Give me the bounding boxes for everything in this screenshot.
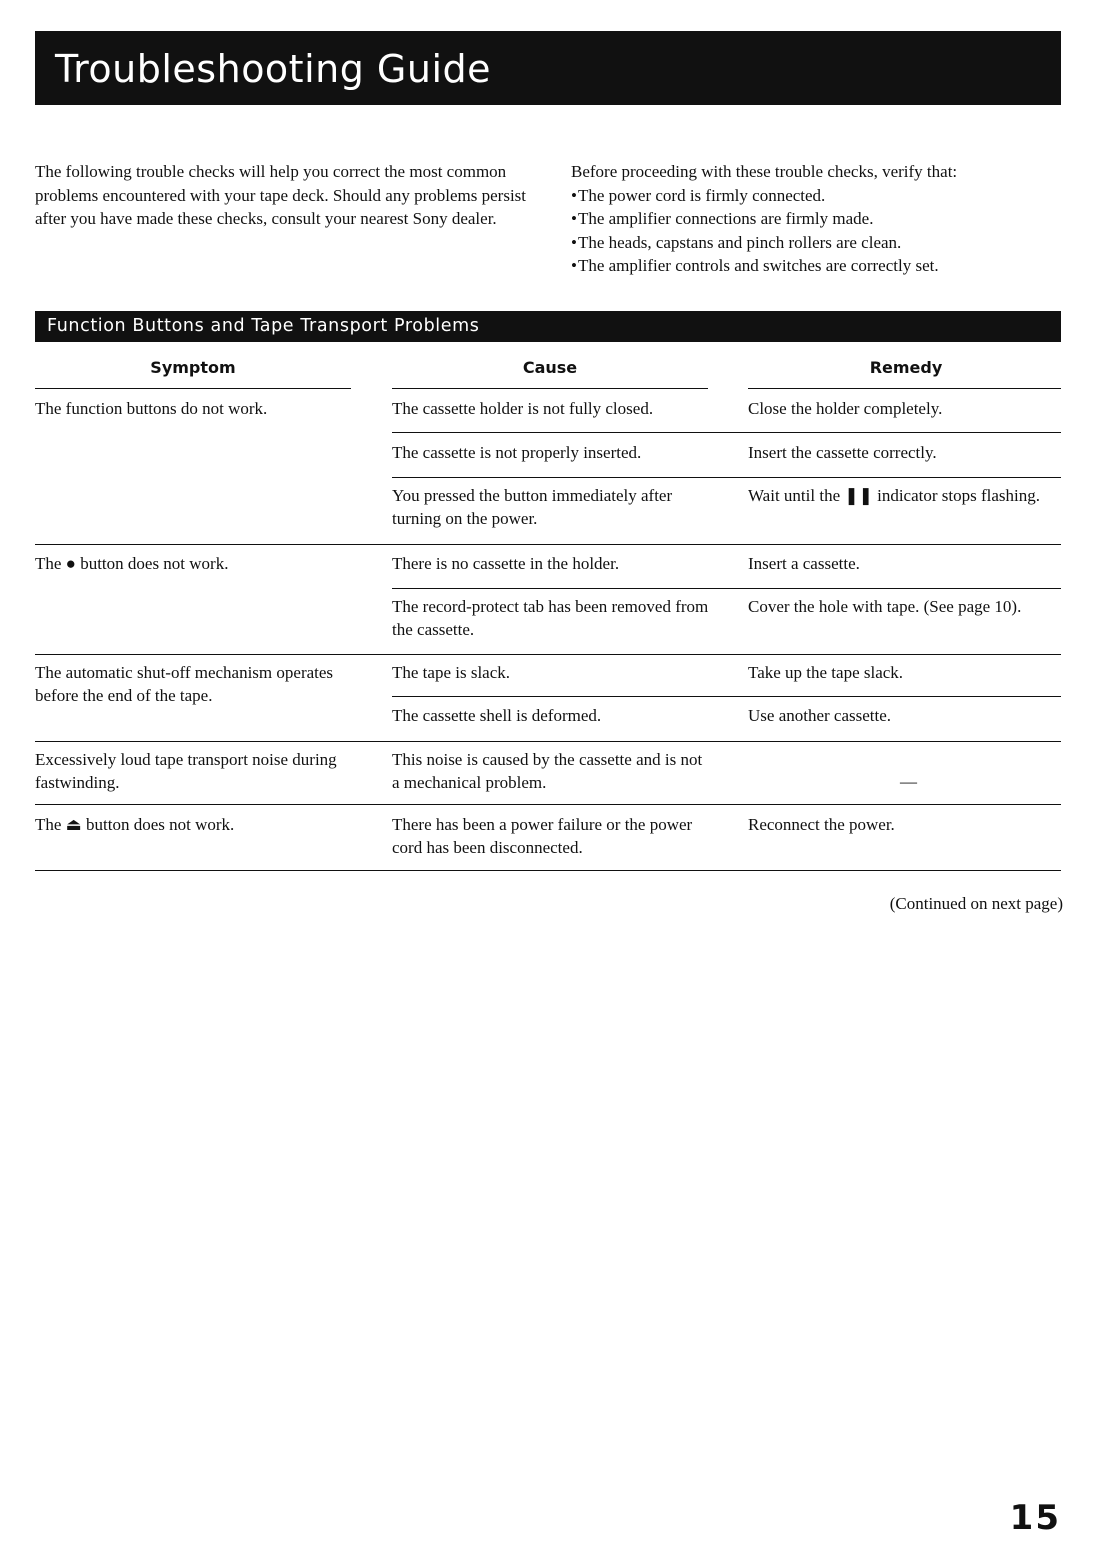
- column-header-symptom: Symptom: [150, 358, 236, 377]
- group-divider: [35, 741, 1061, 742]
- table-cell-remedy: Reconnect the power.: [748, 815, 895, 834]
- table-bottom-rule: [35, 870, 1061, 871]
- table-cell-remedy: Insert a cassette.: [748, 554, 860, 573]
- intro-text: The following trouble checks will help you correct the most common problems encountered with your tape deck. Should any problems persist after you have made these checks, consult your nearest Sony dealer.: [35, 162, 526, 228]
- table-cell-remedy: Take up the tape slack.: [748, 663, 904, 682]
- table-cell-cause: The record-protect tab has been removed from the cassette.: [392, 597, 709, 639]
- group-divider: [35, 804, 1061, 805]
- group-divider: [35, 544, 1061, 545]
- table-cell-remedy: —: [900, 772, 917, 791]
- row-divider: [392, 696, 1061, 697]
- group-divider: [35, 654, 1061, 655]
- page-title: Troubleshooting Guide: [55, 47, 492, 91]
- page-number: 15: [1009, 1498, 1061, 1530]
- checklist-item: • The power cord is firmly connected.: [571, 184, 1071, 208]
- table-cell-remedy: Cover the hole with tape. (See page 10).: [748, 597, 1022, 616]
- table-cell-symptom: The automatic shut-off mechanism operates before the end of the tape.: [35, 663, 334, 705]
- table-cell-remedy: Close the holder completely.: [748, 399, 943, 418]
- checklist: [571, 184, 1071, 278]
- table-cell-remedy: Wait until the ❚❚ indicator stops flashing.: [748, 486, 1040, 505]
- header-rule: [35, 388, 351, 389]
- header-rule: [392, 388, 708, 389]
- table-cell-cause: There has been a power failure or the power cord has been disconnected.: [392, 815, 693, 857]
- table-cell-symptom: The ⏏ button does not work.: [35, 815, 235, 834]
- table-cell-remedy: Insert the cassette correctly.: [748, 443, 937, 462]
- table-cell-cause: The tape is slack.: [392, 663, 511, 682]
- continued-note: (Continued on next page): [889, 894, 1063, 913]
- table-cell-symptom: The ● button does not work.: [35, 554, 229, 573]
- table-cell-cause: This noise is caused by the cassette and is not a mechanical problem.: [392, 750, 703, 792]
- section-bar: [35, 311, 1061, 342]
- checklist-lead: Before proceeding with these trouble checks, verify that:: [571, 162, 958, 181]
- column-header-remedy: Remedy: [869, 358, 943, 377]
- table-cell-cause: The cassette is not properly inserted.: [392, 443, 642, 462]
- table-cell-remedy: Use another cassette.: [748, 706, 892, 725]
- table-cell-cause: The cassette holder is not fully closed.: [392, 399, 654, 418]
- row-divider: [392, 477, 1061, 478]
- checklist-item: • The amplifier connections are firmly made.: [571, 207, 1071, 231]
- table-cell-symptom: Excessively loud tape transport noise during fastwinding.: [35, 750, 337, 792]
- table-cell-cause: You pressed the button immediately after turning on the power.: [392, 486, 673, 528]
- row-divider: [392, 588, 1061, 589]
- row-divider: [392, 432, 1061, 433]
- table-cell-symptom: The function buttons do not work.: [35, 399, 268, 418]
- title-bar: [35, 31, 1061, 105]
- table-cell-cause: The cassette shell is deformed.: [392, 706, 602, 725]
- table-cell-cause: There is no cassette in the holder.: [392, 554, 620, 573]
- checklist-item: • The amplifier controls and switches are correctly set.: [571, 254, 1071, 278]
- checklist-item: • The heads, capstans and pinch rollers are clean.: [571, 231, 1071, 255]
- section-title: Function Buttons and Tape Transport Problems: [47, 316, 480, 336]
- intro-checklist: [571, 160, 1071, 278]
- header-rule: [748, 388, 1061, 389]
- column-header-cause: Cause: [522, 358, 578, 377]
